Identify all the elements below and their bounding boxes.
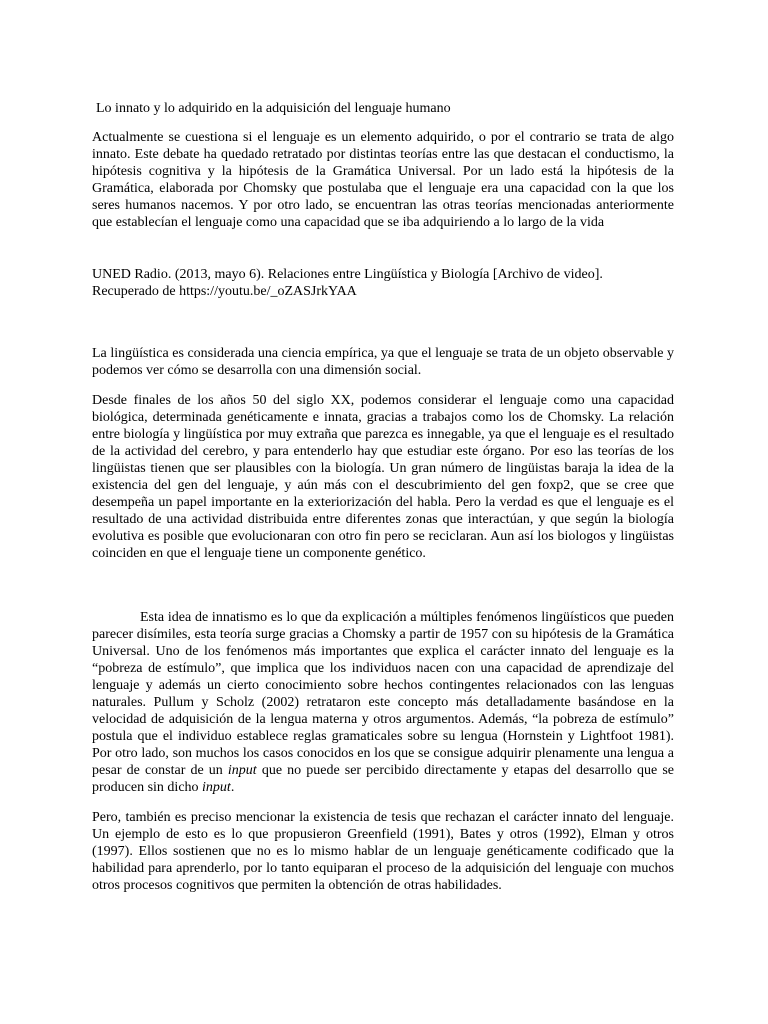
linguistics-paragraph: La lingüística es considerada una ciencia empírica, ya que el lenguaje se trata de un objeto observable y podemos ver cómo se desarrolla con una dimensión social. [92,346,674,378]
document-title: Lo innato y lo adquirido en la adquisición del lenguaje humano [96,101,451,116]
innatism-text-2: que no puede ser percibido directamente y etapas del desarrollo que se producen sin dicho [92,763,674,795]
innatism-text-1: Esta idea de innatismo es lo que da explicación a múltiples fenómenos lingüísticos que pueden parecer disímiles, esta teoría surge gracias a Chomsky a partir de 1957 con su hipótesis de la Gramática Universal. Uno de los fenómenos más importantes que explica el carácter innato del lenguaje es la “pobreza de estímulo”, que implica que los individuos nacen con una capacidad de aprendizaje del lenguaje y además un cierto conocimiento sobre hechos contingentes relacionados con las lenguas naturales. Pullum y Scholz (2002) retrataron este concepto más detalladamente basándose en la velocidad de adquisición de la lengua materna y otros argumentos. Además, “la pobreza de estímulo” postula que el individuo establece reglas gramaticales sobre su lengua (Hornstein y Lightfoot 1981). Por otro lado, son muchos los casos conocidos en los que se consigue adquirir plenamente una lengua a pesar de constar de un [92,610,674,778]
critique-paragraph: Pero, también es preciso mencionar la existencia de tesis que rechazan el carácter innato del lenguaje. Un ejemplo de esto es lo que propusieron Greenfield (1991), Bates y otros (1992), Elman y otros (1997). Ellos sostienen que no es lo mismo hablar de un lenguaje genéticamente codificado que la habilidad para aprenderlo, por lo tanto equiparan el proceso de la adquisición del lenguaje con muchos otros procesos cognitivos que permiten la obtención de otras habilidades. [92,810,674,893]
reference-citation [92,266,674,300]
innatism-text-3: . [230,780,235,795]
reference-line-2: Recuperado de https://youtu.be/_oZASJrkYAA [92,284,357,299]
intro-paragraph: Actualmente se cuestiona si el lenguaje es un elemento adquirido, o por el contrario se trata de algo innato. Este debate ha quedado retratado por distintas teorías entre las que destacan el conductismo, la hipótesis cognitiva y la hipótesis de la Gramática Universal. Por un lado está la hipótesis de la Gramática, elaborada por Chomsky que postulaba que el lenguaje era una capacidad con la que los seres humanos nacemos. Y por otro lado, se encuentran las otras teorías mencionadas anteriormente que establecían el lenguaje como una capacidad que se iba adquiriendo a lo largo de la vida [92,130,674,230]
input-term-2: input [202,780,231,795]
reference-line-1: UNED Radio. (2013, mayo 6). Relaciones entre Lingüística y Biología [Archivo de video]. [92,267,603,282]
biology-paragraph: Desde finales de los años 50 del siglo XX, podemos considerar el lenguaje como una capacidad biológica, determinada genéticamente e innata, gracias a trabajos como los de Chomsky. La relación entre biología y lingüística por muy extraña que parezca es innegable, ya que el lenguaje es el resultado de la actividad del cerebro, y para entenderlo hay que estudiar este órgano. Por eso las teorías de los lingüistas tienen que ser plausibles con la biología. Un gran número de lingüistas baraja la idea de la existencia del gen del lenguaje, y aún más con el descubrimiento del gen foxp2, que se cree que desempeña un papel importante en la exteriorización del habla. Pero la verdad es que el lenguaje es el resultado de una actividad distribuida entre diferentes zonas que interactúan, y que según la biología evolutiva es posible que evolucionaran con otro fin pero se reciclaran. Aun así los biologos y lingüistas coinciden en que el lenguaje tiene un componente genético. [92,393,674,561]
innatism-paragraph [92,609,674,796]
input-term-1: input [227,763,257,778]
